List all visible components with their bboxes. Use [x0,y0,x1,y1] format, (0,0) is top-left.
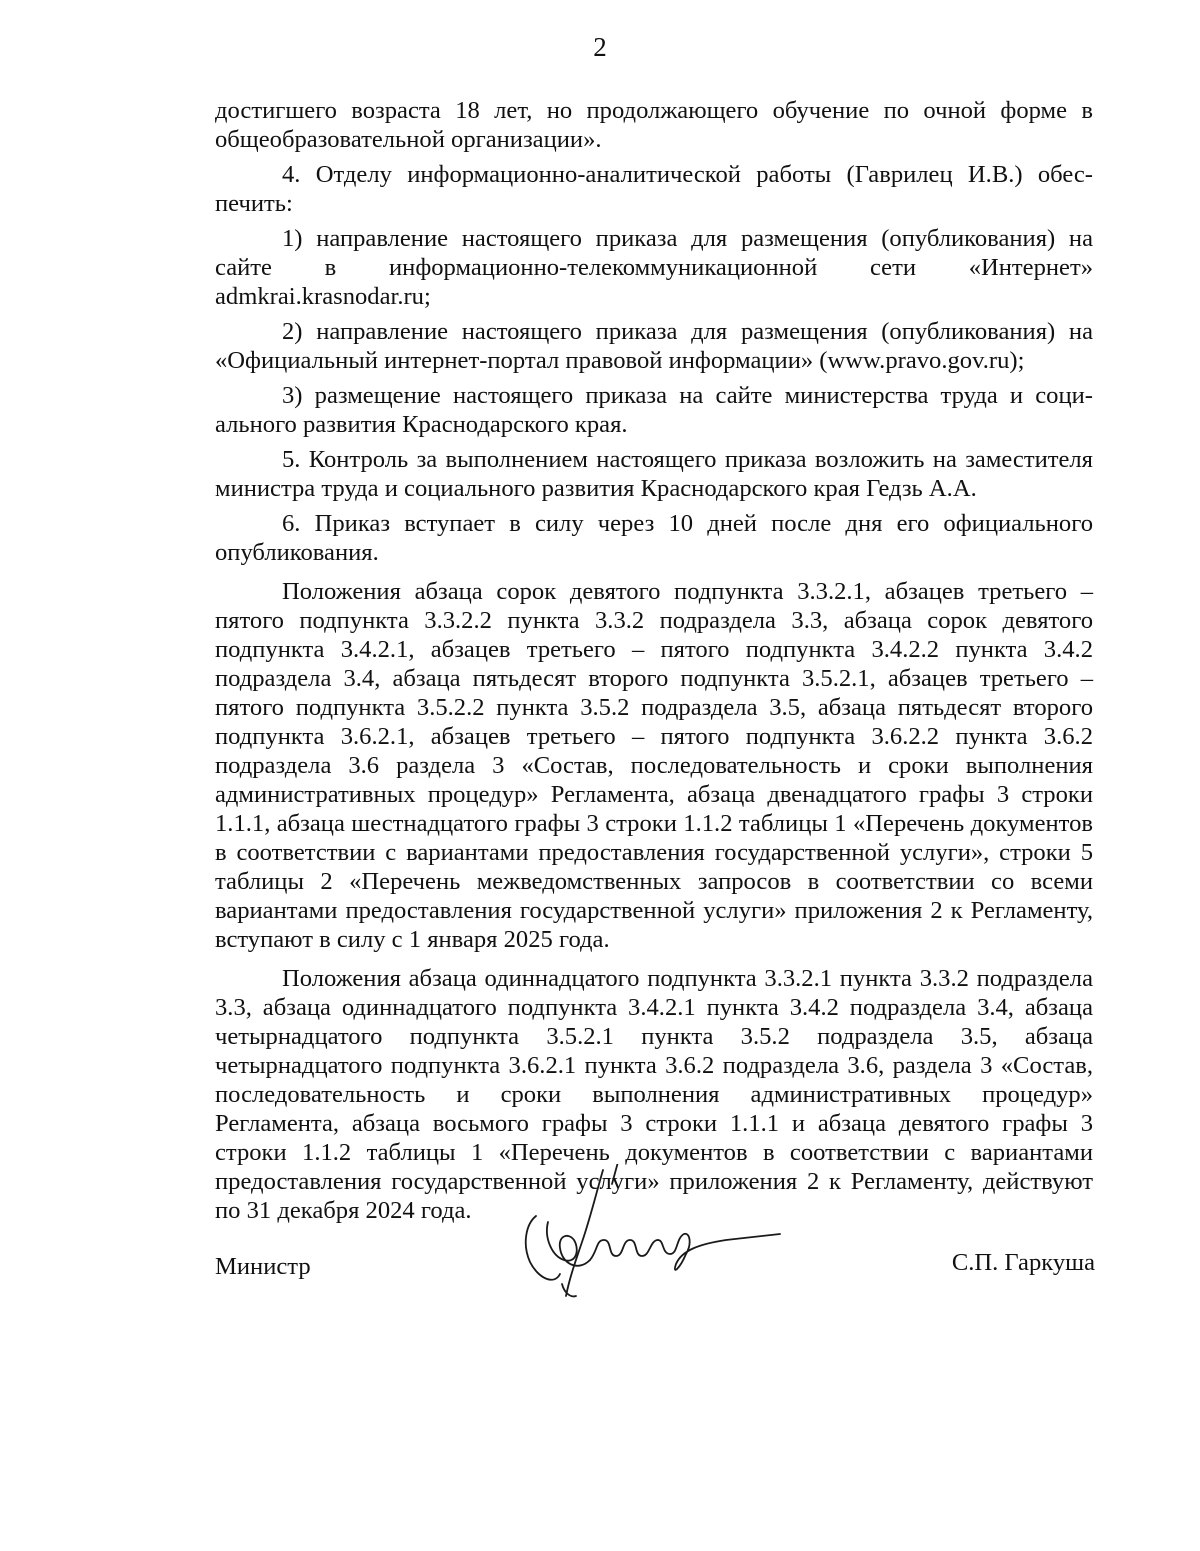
document-body [215,96,1093,1225]
paragraph-effective-2025: Положения абзаца сорок девятого подпункта 3.3.2.1, абзацев третьего – пятого подпункта 3.3.2.2 пункта 3.3.2 подраздела 3.3, абзаца сорок девятого подпункта 3.4.2.1, абзацев третьего – пятого подпункта 3.4.2.2 пункта 3.4.2 подраздела 3.4, абзаца пятьдесят второго подпункта 3.5.2.1, абзацев третьего – пятого подпункта 3.5.2.2 пункта 3.5.2 подраздела 3.5, абзаца пятьдесят второго подпункта 3.6.2.1, абзацев третьего – пятого подпункта 3.6.2.2 пункта 3.6.2 подраздела 3.6 раздела 3 «Состав, последовательность и сроки выполнения административных процедур» Регламента, абзаца двенадцатого графы 3 строки 1.1.1, абзаца шестнадцатого графы 3 строки 1.1.2 таблицы 1 «Перечень документов в соответствии с вариантами предоставления государственной услуги», строки 5 таблицы 2 «Перечень межведомственных запросов в соответствии со всеми вариантами предоставления государственной услуги» приложения 2 к Регламенту, вступают в силу с 1 января 2025 года. [215,578,1093,953]
paragraph-item-4-1: 1) направление настоящего приказа для размещения (опубликования) на сайте в информационно-телекоммуникационной сети «Интернет» admkrai.krasnodar.ru; [215,225,1093,310]
handwritten-signature [500,1164,800,1314]
paragraph-continuation: достигшего возраста 18 лет, но продолжающего обучение по очной форме в общеобразовательной организации». [215,97,1093,153]
page-number: 2 [593,32,607,62]
paragraph-item-6: 6. Приказ вступает в силу через 10 дней после дня его официального опубликования. [215,510,1093,566]
signatory-name: С.П. Гаркуша [951,1249,1095,1276]
paragraph-item-4-2: 2) направление настоящего приказа для размещения (опубликования) на «Официальный интернет-портал правовой информации» (www.pravo.gov.ru); [215,318,1093,374]
paragraph-valid-until-2024: Положения абзаца одиннадцатого подпункта 3.3.2.1 пункта 3.3.2 подраздела 3.3, абзаца одиннадцатого подпункта 3.4.2.1 пункта 3.4.2 подраздела 3.4, абзаца четырнадцатого подпункта 3.5.2.1 пункта 3.5.2 подраздела 3.5, абзаца четырнадцатого подпункта 3.6.2.1 пункта 3.6.2 подраздела 3.6, раздела 3 «Состав, последовательность и сроки выполнения административных процедур» Регламента, абзаца восьмого графы 3 строки 1.1.1 и абзаца девятого графы 3 строки 1.1.2 таблицы 1 «Перечень документов в соответствии с вариантами предоставления государственной услуги» приложения 2 к Регламенту, действуют по 31 декабря 2024 года. [215,965,1093,1224]
paragraph-item-4-3: 3) размещение настоящего приказа на сайте министерства труда и социального развития Краснодарского края. [215,382,1093,438]
paragraph-item-4: 4. Отделу информационно-аналитической работы (Гаврилец И.В.) обеспечить: [215,161,1093,217]
signature-block [215,1180,1095,1320]
signatory-position: Министр [215,1253,311,1280]
paragraph-item-5: 5. Контроль за выполнением настоящего приказа возложить на заместителя министра труда и социального развития Краснодарского края Гедзь А.А. [215,446,1093,502]
